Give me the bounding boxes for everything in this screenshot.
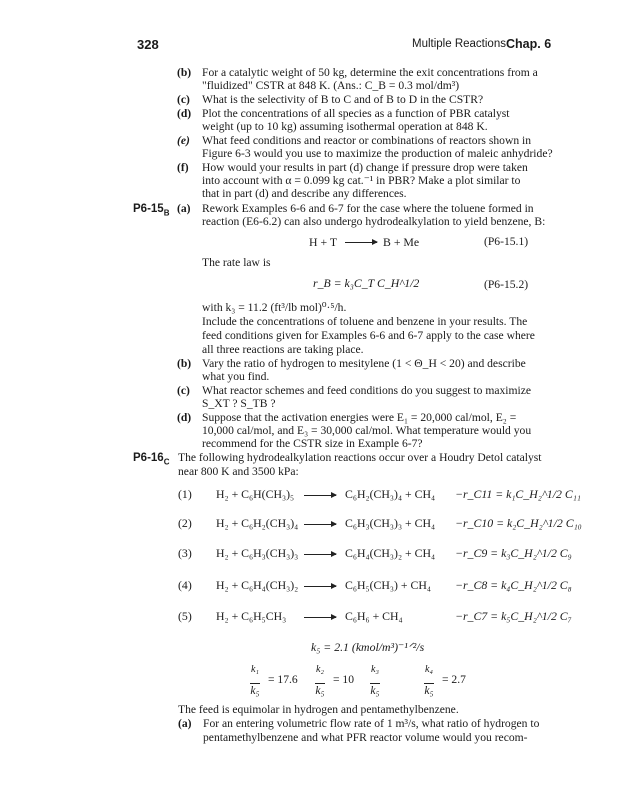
ratio-denominator: k₅ (315, 684, 325, 697)
reaction-rate: −r_C8 = k₄C_H₂^1/2 C₈ (455, 578, 572, 592)
reaction-rhs: C₆H₂(CH₃)₄ + CH₄ (345, 487, 436, 501)
reaction-lhs: H₂ + C₆H₅CH₃ (216, 609, 287, 623)
part-label: (f) (177, 161, 189, 174)
reaction-rate: −r_C11 = k₁C_H₂^1/2 C₁₁ (455, 487, 581, 501)
text-line: feed conditions given for Examples 6-6 and 6-7 apply to the case where (202, 329, 535, 342)
difficulty-subscript: C (163, 457, 170, 467)
ratio-denominator: k₅ (424, 684, 434, 697)
fraction-bar (370, 675, 380, 684)
text-line: recommend for the CSTR size in Example 6-7? (202, 437, 423, 450)
problem-label (133, 451, 169, 469)
fraction-bar (424, 675, 434, 684)
reaction-arrow (304, 524, 336, 525)
page-number: 328 (137, 37, 159, 52)
part-label: (c) (177, 384, 190, 397)
reaction-rate: −r_C9 = k₃C_H₂^1/2 C₉ (455, 546, 572, 560)
problem-number: P6-15 (133, 203, 164, 215)
text-line: S_XT ? S_TB ? (202, 397, 276, 410)
text-line: weight (up to 10 kg) assuming isothermal operation at 848 K. (202, 120, 488, 133)
text-line: Rework Examples 6-6 and 6-7 for the case where the toluene formed in (202, 202, 534, 215)
reaction-arrow (304, 554, 336, 555)
reaction-rhs: C₆H₅(CH₃) + CH₄ (345, 578, 432, 592)
equation-rhs: B + Me (383, 235, 420, 249)
text-line: The following hydrodealkylation reactions occur over a Houdry Detol catalyst (178, 451, 542, 464)
text-line: with k₃ = 11.2 (ft³/lb mol)⁰·⁵/h. (202, 301, 347, 314)
text-line: near 800 K and 3500 kPa: (178, 465, 299, 478)
text-line: What reactor schemes and feed conditions do you suggest to maximize (202, 384, 532, 397)
text-line: What feed conditions and reactor or combinations of reactors shown in (202, 134, 532, 147)
equation-number: (P6-15.1) (484, 235, 529, 248)
text-line: into account with α = 0.099 kg cat.⁻¹ in PBR? Make a plot similar to (202, 174, 521, 187)
reaction-number: (1) (178, 487, 192, 501)
ratio-numerator: k₂ (316, 664, 324, 675)
ratio-fraction (315, 664, 325, 697)
ratio-value: = 2.7 (442, 673, 466, 686)
equation-lhs: H + T (309, 235, 338, 249)
reaction-arrow (304, 617, 336, 618)
reaction-lhs: H₂ + C₆H₃(CH₃)₃ (216, 546, 299, 560)
reaction-rhs: C₆H₄(CH₃)₂ + CH₄ (345, 546, 436, 560)
text-line: reaction (E6-6.2) can also undergo hydrodealkylation to yield benzene, B: (202, 215, 546, 228)
reaction-number: (2) (178, 516, 192, 530)
text-line: that in part (d) and describe any differences. (202, 187, 407, 200)
part-label: (e) (177, 134, 190, 147)
reaction-lhs: H₂ + C₆H(CH₃)₅ (216, 487, 295, 501)
text-line: "fluidized" CSTR at 848 K. (Ans.: C_B = 0.3 mol/dm³) (202, 79, 460, 92)
ratio-numerator: k₃ (371, 664, 379, 675)
text-line: Plot the concentrations of all species as a function of PBR catalyst (202, 107, 510, 120)
problem-label (133, 202, 169, 220)
rate-law-equation: r_B = k₃C_T C_H^1/2 (313, 276, 420, 290)
reaction-number: (3) (178, 546, 192, 560)
reaction-rhs: C₆H₃(CH₃)₃ + CH₄ (345, 516, 436, 530)
part-label: (b) (177, 66, 192, 79)
text-line: Include the concentrations of toluene and benzene in your results. The (202, 315, 528, 328)
reaction-rate: −r_C7 = k₅C_H₂^1/2 C₇ (455, 609, 572, 623)
reaction-arrow (304, 586, 336, 587)
text-line: all three reactions are taking place. (202, 343, 364, 356)
ratio-numerator: k₄ (425, 664, 433, 675)
text-line: what you find. (202, 370, 270, 383)
text-line: Suppose that the activation energies were E₁ = 20,000 cal/mol, E₂ = (202, 411, 517, 424)
text-line: How would your results in part (d) change if pressure drop were taken (202, 161, 528, 174)
ratio-numerator: k₁ (251, 664, 259, 675)
reaction-rhs: C₆H₆ + CH₄ (345, 609, 403, 623)
text-line: 10,000 cal/mol, and E₃ = 30,000 cal/mol. What temperature would you (202, 424, 532, 437)
ratio-fraction (250, 664, 260, 697)
rate-constant-k5: k₅ = 2.1 (kmol/m³)⁻¹ᐟ²/s (311, 640, 425, 654)
reaction-arrow (304, 495, 336, 496)
fraction-bar (250, 675, 260, 684)
part-label: (a) (177, 202, 191, 215)
running-chapter: Chap. 6 (506, 37, 552, 51)
ratio-fraction (370, 664, 380, 697)
text-line: What is the selectivity of B to C and of B to D in the CSTR? (202, 93, 484, 106)
ratio-value: = 10 (333, 673, 355, 686)
reaction-number: (4) (178, 578, 192, 592)
part-label: (c) (177, 93, 190, 106)
part-label: (a) (178, 717, 192, 730)
ratio-fraction (424, 664, 434, 697)
ratio-denominator: k₅ (370, 684, 380, 697)
text-line: pentamethylbenzene and what PFR reactor volume would you recom- (203, 731, 528, 744)
text-line: For an entering volumetric flow rate of 1 m³/s, what ratio of hydrogen to (203, 717, 540, 730)
difficulty-subscript: B (163, 208, 170, 218)
reaction-lhs: H₂ + C₆H₄(CH₃)₂ (216, 578, 299, 592)
problem-number: P6-16 (133, 452, 164, 464)
ratio-value: = 17.6 (268, 673, 298, 686)
text-line: Figure 6-3 would you use to maximize the production of maleic anhydride? (202, 147, 553, 160)
reaction-number: (5) (178, 609, 192, 623)
text-line: Vary the ratio of hydrogen to mesitylene (1 < Θ_H < 20) and describe (202, 357, 526, 370)
reaction-arrow (345, 242, 377, 243)
text-line: The rate law is (202, 256, 271, 269)
fraction-bar (315, 675, 325, 684)
text-line: The feed is equimolar in hydrogen and pentamethylbenzene. (178, 703, 459, 716)
equation-number: (P6-15.2) (484, 278, 529, 291)
part-label: (d) (177, 411, 192, 424)
reaction-lhs: H₂ + C₆H₂(CH₃)₄ (216, 516, 299, 530)
part-label: (d) (177, 107, 192, 120)
running-section-title: Multiple Reactions (412, 38, 506, 50)
text-line: For a catalytic weight of 50 kg, determine the exit concentrations from a (202, 66, 538, 79)
reaction-rate: −r_C10 = k₂C_H₂^1/2 C₁₀ (455, 516, 582, 530)
ratio-denominator: k₅ (250, 684, 260, 697)
part-label: (b) (177, 357, 192, 370)
